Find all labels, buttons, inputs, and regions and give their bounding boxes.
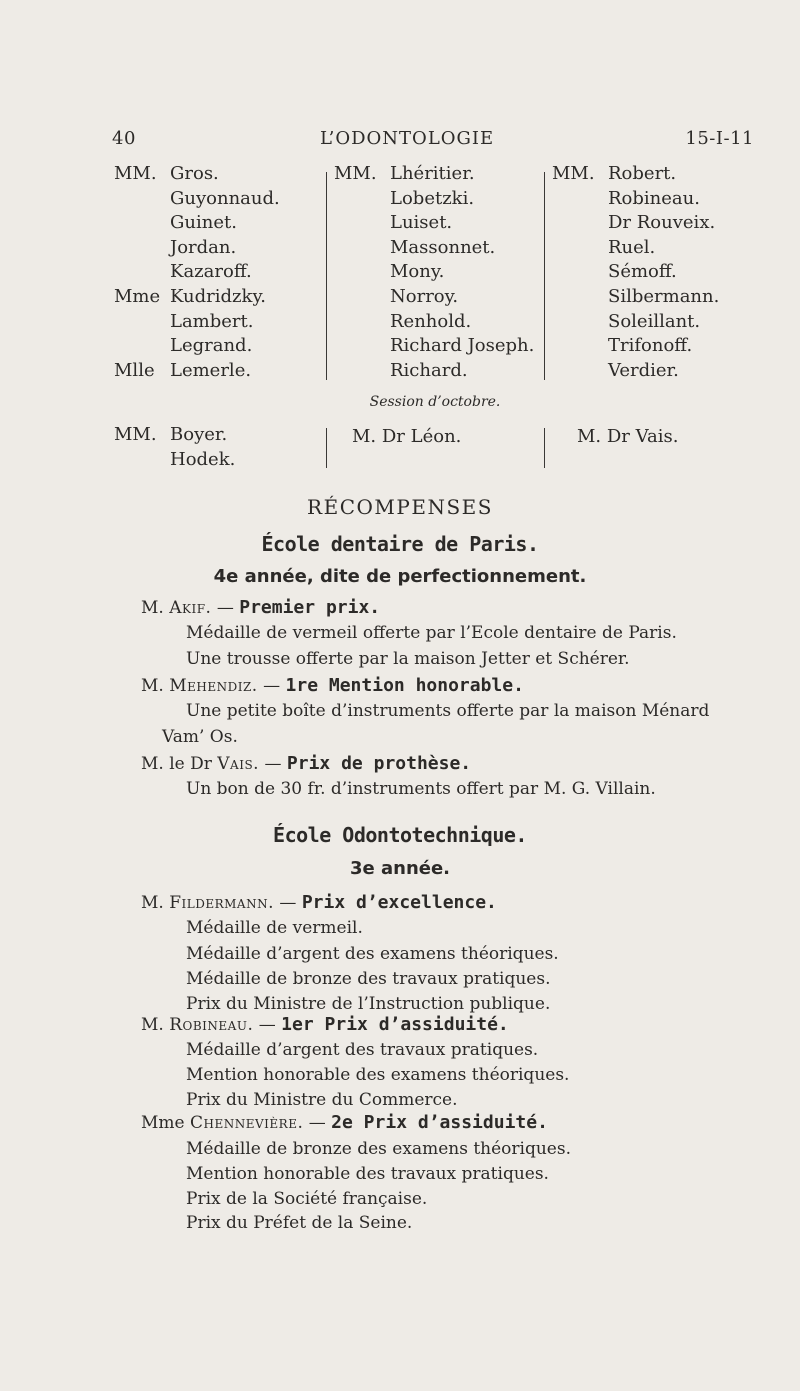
column-divider — [544, 172, 545, 380]
list-item: Mme Kudridzky. — [114, 285, 266, 307]
school-heading-1: École dentaire de Paris. — [261, 532, 539, 556]
running-title: L’ODONTOLOGIE — [320, 128, 495, 149]
column-divider — [326, 428, 327, 468]
list-item: Dr Rouveix. — [608, 212, 716, 234]
list-item: Hodek. — [170, 448, 236, 470]
list-item: Kazaroff. — [170, 261, 252, 283]
award-detail: Prix du Ministre de l’Instruction publique. — [186, 994, 551, 1014]
list-item: Norroy. — [390, 285, 459, 307]
session-title: Session d’octobre. — [369, 394, 501, 410]
list-item: Richard Joseph. — [390, 335, 535, 357]
award-entry: M. Fildermann. — Prix d’excellence. — [141, 892, 497, 913]
name-column-2 — [334, 162, 534, 383]
name-column-3 — [552, 162, 719, 383]
award-entry: M. Robineau. — 1er Prix d’assiduité. — [141, 1014, 509, 1035]
session-column-2: M. Dr Léon. — [352, 426, 462, 447]
award-detail: Médaille de bronze des examens théoriques. — [186, 1139, 571, 1159]
issue-date: 15-I-11 — [685, 128, 754, 149]
name-column-1 — [114, 162, 280, 383]
list-item: Guinet. — [170, 212, 237, 234]
list-item: Luiset. — [390, 212, 453, 234]
list-item: MM. Gros. — [114, 163, 219, 184]
award-detail: Médaille de vermeil. — [186, 918, 363, 938]
award-entry: M. le Dr Vais. — Prix de prothèse. — [141, 753, 472, 774]
list-item: Lobetzki. — [390, 187, 475, 209]
award-entry: Mme Chennevière. — 2e Prix d’assiduité. — [141, 1112, 548, 1133]
list-item: Legrand. — [170, 335, 253, 357]
list-item: Verdier. — [608, 359, 679, 381]
list-item: MM. Lhéritier. — [334, 163, 475, 184]
list-item: Mony. — [390, 261, 445, 283]
award-detail: Médaille d’argent des travaux pratiques. — [186, 1040, 539, 1060]
list-item: Trifonoff. — [608, 335, 693, 357]
year-heading-1: 4e année, dite de perfectionnement. — [213, 566, 587, 587]
list-item: Robineau. — [608, 187, 700, 209]
list-item: Renhold. — [390, 310, 472, 332]
session-column-1 — [114, 423, 235, 472]
award-detail: Prix du Préfet de la Seine. — [186, 1213, 413, 1233]
list-item: Jordan. — [170, 236, 237, 258]
award-detail: Une petite boîte d’instruments offerte par la maison Ménard — [186, 701, 710, 721]
list-item: Lambert. — [170, 310, 254, 332]
list-item: MM. Robert. — [552, 163, 677, 184]
award-detail: Une trousse offerte par la maison Jetter et Schérer. — [186, 649, 630, 669]
year-heading-2: 3e année. — [349, 858, 451, 879]
award-detail: Médaille de vermeil offerte par l’Ecole dentaire de Paris. — [186, 623, 677, 643]
award-detail: Médaille de bronze des travaux pratiques. — [186, 969, 551, 989]
award-detail: Vam’ Os. — [162, 727, 238, 747]
award-detail: Prix de la Société française. — [186, 1189, 428, 1209]
list-item: MM. Boyer. — [114, 424, 228, 445]
list-item: Massonnet. — [390, 236, 496, 258]
list-item: Richard. — [390, 359, 468, 381]
award-entry: M. Mehendiz. — 1re Mention honorable. — [141, 675, 524, 696]
page-number: 40 — [112, 128, 136, 149]
list-item: Silbermann. — [608, 285, 720, 307]
award-detail: Mention honorable des examens théoriques. — [186, 1065, 570, 1085]
column-divider — [326, 172, 327, 380]
list-item: Sémoff. — [608, 261, 677, 283]
award-entry: M. Akif. — Premier prix. — [141, 597, 381, 618]
award-detail: Prix du Ministre du Commerce. — [186, 1090, 458, 1110]
award-detail: Un bon de 30 fr. d’instruments offert par M. G. Villain. — [186, 779, 656, 799]
list-item: Guyonnaud. — [170, 187, 280, 209]
award-detail: Mention honorable des travaux pratiques. — [186, 1164, 549, 1184]
list-item: Soleillant. — [608, 310, 701, 332]
list-item: Ruel. — [608, 236, 656, 258]
session-column-3: M. Dr Vais. — [577, 426, 679, 447]
award-detail: Médaille d’argent des examens théoriques. — [186, 944, 559, 964]
school-heading-2: École Odontotechnique. — [273, 823, 527, 847]
awards-heading: RÉCOMPENSES — [307, 495, 493, 519]
list-item: Mlle Lemerle. — [114, 359, 252, 381]
column-divider — [544, 428, 545, 468]
